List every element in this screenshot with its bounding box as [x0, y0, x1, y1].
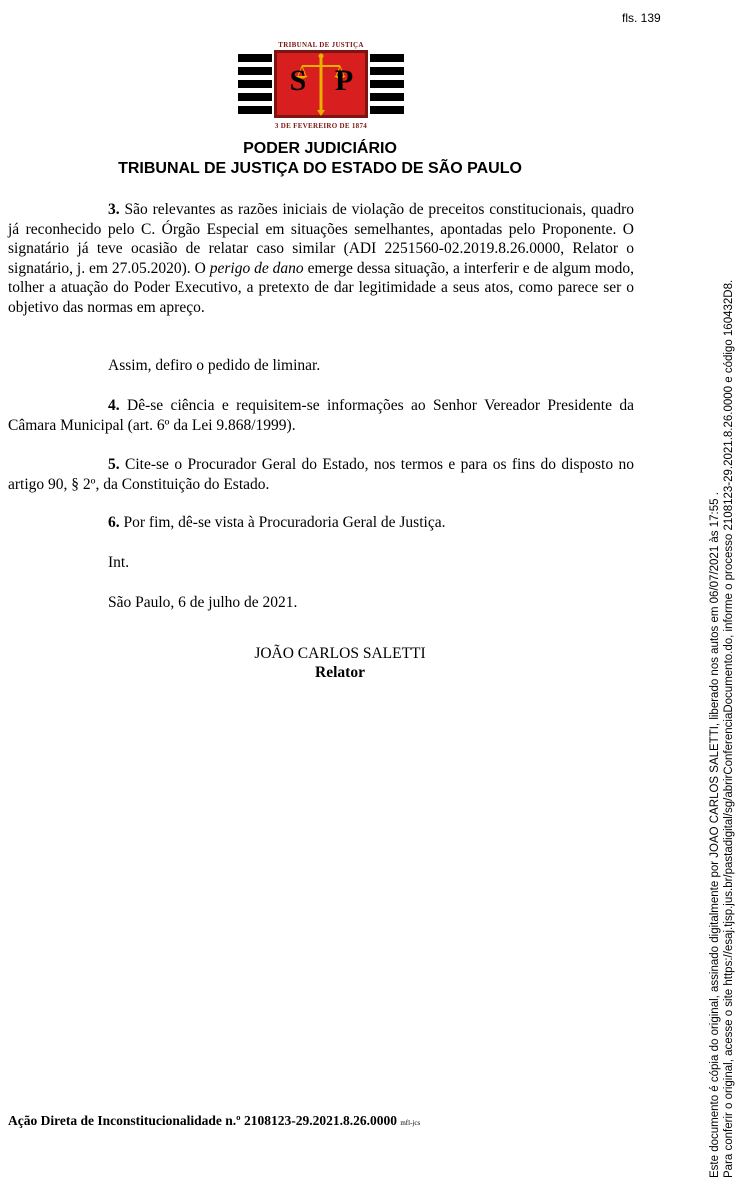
case-number: Ação Direta de Inconstitucionalidade n.º 2108123-29.2021.8.26.0000	[8, 1113, 397, 1128]
seal-top-text: TRIBUNAL DE JUSTIÇA	[278, 41, 364, 49]
paragraph-4	[8, 396, 634, 435]
closing-int: Int.	[108, 554, 130, 571]
paragraph-assim: Assim, defiro o pedido de liminar.	[108, 357, 321, 374]
header-line-2: TRIBUNAL DE JUSTIÇA DO ESTADO DE SÃO PAULO	[118, 160, 522, 177]
paragraph-3-text-b: emerge dessa situação, a interferir e de algum modo, tolher a atuação do Poder Executivo, a pretexto de dar legitimidade a seus atos, como parece ser o objetivo das normas em apreço.	[8, 259, 634, 316]
seal-letter-left: S	[289, 64, 307, 97]
case-footer	[8, 1113, 420, 1129]
paragraph-4-text: Dê-se ciência e requisitem-se informações ao Senhor Vereador Presidente da Câmara Municipal (art. 6º da Lei 9.868/1999).	[8, 397, 634, 434]
signatory-role: Relator	[315, 664, 365, 681]
seal-bottom-text: 3 DE FEVEREIRO DE 1874	[274, 122, 368, 130]
side-note-line-1: Este documento é cópia do original, assinado digitalmente por JOAO CARLOS SALETTI, liberado nos autos em 06/07/2021 às 17:55 .	[709, 492, 721, 1178]
header-line-1: PODER JUDICIÁRIO	[243, 140, 397, 157]
paragraph-6	[8, 513, 634, 533]
case-code: mfl-jcs	[400, 1119, 421, 1127]
paragraph-6-text: Por fim, dê-se vista à Procuradoria Geral de Justiça.	[119, 514, 446, 531]
side-note-line-2: Para conferir o original, acesse o site https://esaj.tjsp.jus.br/pastadigital/sg/abrirConferenciaDocumento.do, informe o processo 2108123-29.2021.8.26.0000 e código 160432D8.	[723, 279, 735, 1178]
document-body	[8, 0, 634, 1200]
paragraph-3	[8, 200, 634, 317]
paragraph-5-number: 5.	[108, 456, 120, 473]
paragraph-3-number: 3.	[108, 201, 120, 218]
document-date: São Paulo, 6 de julho de 2021.	[108, 594, 298, 611]
paragraph-3-text-a: São relevantes as razões iniciais de violação de preceitos constitucionais, quadro já reconhecido pelo C. Órgão Especial em situações semelhantes, apontadas pelo Proponente. O signatário já teve ocasião de relatar caso similar (ADI 2251560-02.2019.8.26.0000, Relator o signatário, j. em 27.05.2020). O	[8, 201, 634, 277]
paragraph-5-text: Cite-se o Procurador Geral do Estado, nos termos e para os fins do disposto no artigo 90, § 2º, da Constituição do Estado.	[8, 456, 634, 493]
digital-signature-note	[708, 280, 736, 1178]
paragraph-5	[8, 455, 634, 494]
paragraph-4-number: 4.	[108, 397, 120, 414]
seal-letter-right: P	[334, 64, 354, 97]
signatory-name: JOÃO CARLOS SALETTI	[254, 645, 426, 662]
page-number: fls. 139	[622, 11, 661, 25]
paragraph-3-italic: perigo de dano	[209, 259, 304, 277]
paragraph-6-number: 6.	[108, 514, 120, 531]
